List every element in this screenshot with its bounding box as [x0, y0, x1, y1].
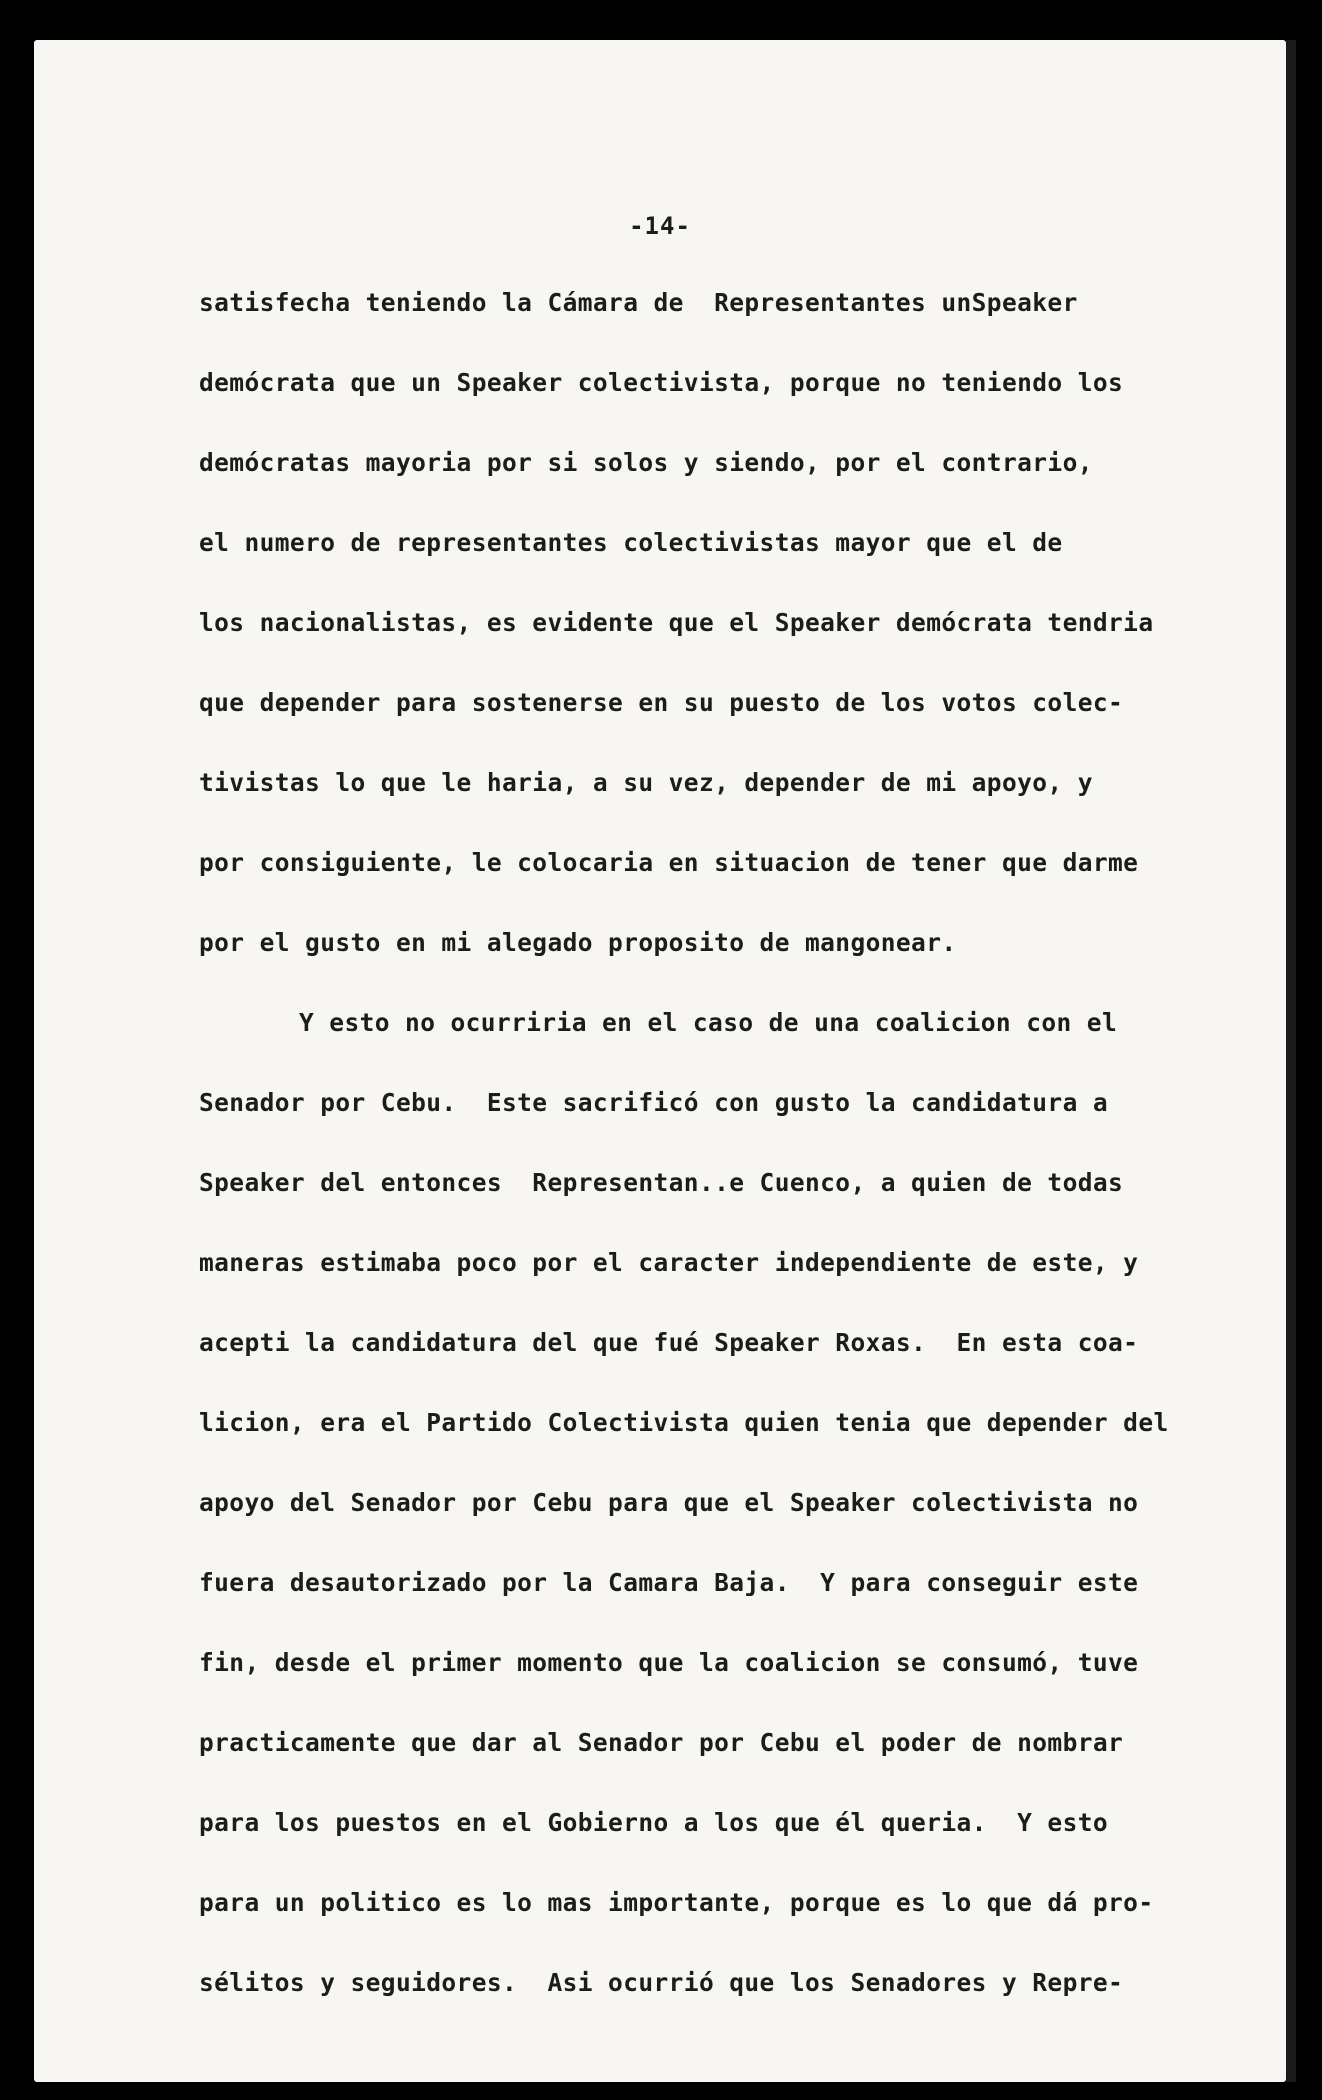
- text-line: practicamente que dar al Senador por Cebu el poder de nombrar: [199, 1728, 1124, 1757]
- text-line: para los puestos en el Gobierno a los que él queria. Y esto: [199, 1808, 1109, 1837]
- text-line: satisfecha teniendo la Cámara de Representantes unSpeaker: [199, 288, 1078, 317]
- page-number: -14-: [629, 212, 691, 240]
- body-text: [199, 278, 1249, 2038]
- text-line: sélitos y seguidores. Asi ocurrió que los Senadores y Repre-: [199, 1968, 1124, 1997]
- page-edge-shadow: [1286, 40, 1296, 2082]
- text-line: tivistas lo que le haria, a su vez, depender de mi apoyo, y: [199, 768, 1093, 797]
- text-line: demócratas mayoria por si solos y siendo, por el contrario,: [199, 448, 1093, 477]
- text-line: Senador por Cebu. Este sacrificó con gusto la candidatura a: [199, 1088, 1109, 1117]
- text-line: apoyo del Senador por Cebu para que el Speaker colectivista no: [199, 1488, 1139, 1517]
- text-line: acepti la candidatura del que fué Speaker Roxas. En esta coa-: [199, 1328, 1139, 1357]
- text-line: por consiguiente, le colocaria en situacion de tener que darme: [199, 848, 1139, 877]
- text-line: Y esto no ocurriria en el caso de una coalicion con el: [299, 1008, 1118, 1037]
- text-line: por el gusto en mi alegado proposito de mangonear.: [199, 928, 957, 957]
- text-line: para un politico es lo mas importante, porque es lo que dá pro-: [199, 1888, 1154, 1917]
- text-line: maneras estimaba poco por el caracter independiente de este, y: [199, 1248, 1139, 1277]
- text-line: licion, era el Partido Colectivista quien tenia que depender del: [199, 1408, 1169, 1437]
- text-line: Speaker del entonces Representan..e Cuenco, a quien de todas: [199, 1168, 1124, 1197]
- text-line: fuera desautorizado por la Camara Baja. Y para conseguir este: [199, 1568, 1139, 1597]
- text-line: el numero de representantes colectivistas mayor que el de: [199, 528, 1063, 557]
- text-line: fin, desde el primer momento que la coalicion se consumó, tuve: [199, 1648, 1139, 1677]
- text-line: los nacionalistas, es evidente que el Speaker demócrata tendria: [199, 608, 1154, 637]
- text-line: que depender para sostenerse en su puesto de los votos colec-: [199, 688, 1124, 717]
- text-line: demócrata que un Speaker colectivista, porque no teniendo los: [199, 368, 1124, 397]
- typewritten-page: [34, 40, 1286, 2082]
